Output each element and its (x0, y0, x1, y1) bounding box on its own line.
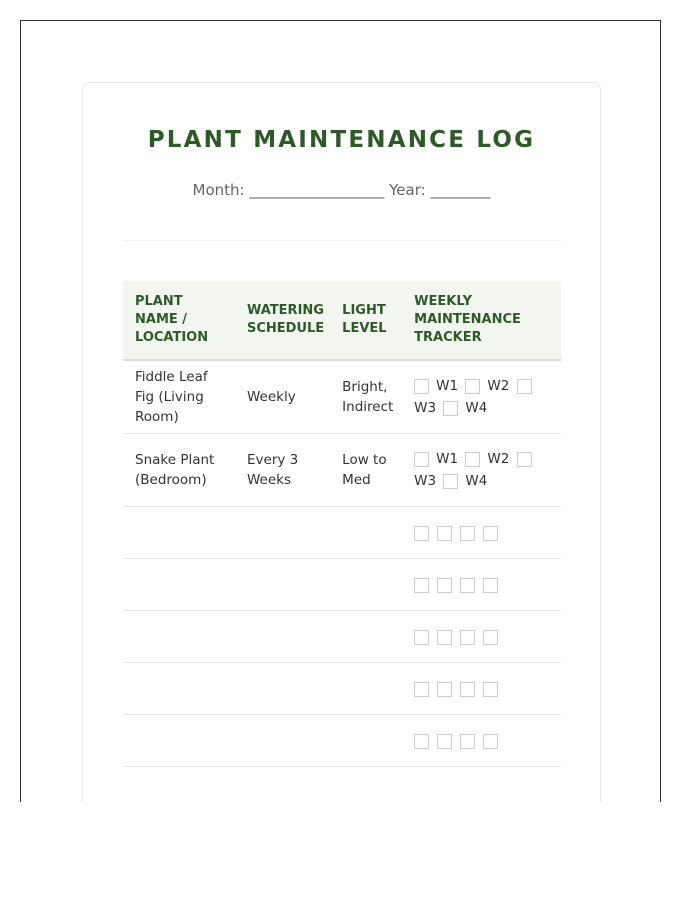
empty-row (123, 715, 561, 767)
watering-schedule: Weekly (235, 360, 330, 434)
week-label: W1 (436, 378, 459, 394)
empty-row (123, 611, 561, 663)
week-checkbox[interactable] (414, 734, 429, 749)
table-row (123, 360, 561, 434)
watering-blank[interactable] (235, 715, 330, 767)
empty-row (123, 663, 561, 715)
log-card (82, 82, 601, 802)
week-checkbox[interactable] (414, 379, 429, 394)
light-blank[interactable] (330, 611, 402, 663)
week-label: W2 (487, 451, 510, 467)
weekly-tracker (402, 360, 561, 434)
empty-row (123, 559, 561, 611)
col-plant-name: PLANT NAME / LOCATION (123, 281, 235, 360)
week-checkbox[interactable] (517, 452, 532, 467)
page-title: PLANT MAINTENANCE LOG (147, 127, 536, 153)
week-label: W4 (465, 400, 488, 416)
week-checkbox[interactable] (437, 630, 452, 645)
week-label: W1 (436, 451, 459, 467)
week-checkbox[interactable] (483, 578, 498, 593)
year-label: Year: (389, 181, 426, 199)
watering-blank[interactable] (235, 507, 330, 559)
plant-name-blank[interactable] (123, 663, 235, 715)
plant-name-blank[interactable] (123, 715, 235, 767)
week-checkbox[interactable] (443, 401, 458, 416)
weekly-tracker (402, 715, 561, 767)
week-checkbox[interactable] (437, 526, 452, 541)
week-checkbox[interactable] (465, 379, 480, 394)
month-label: Month: (192, 181, 245, 199)
watering-blank[interactable] (235, 663, 330, 715)
week-checkbox[interactable] (465, 452, 480, 467)
week-checkbox[interactable] (437, 682, 452, 697)
week-label: W2 (487, 378, 510, 394)
empty-row (123, 507, 561, 559)
week-checkbox[interactable] (483, 734, 498, 749)
watering-blank[interactable] (235, 559, 330, 611)
week-checkbox[interactable] (460, 734, 475, 749)
table-header-row (123, 281, 561, 360)
week-checkbox[interactable] (437, 578, 452, 593)
month-field[interactable]: __________________ (249, 181, 385, 199)
light-blank[interactable] (330, 715, 402, 767)
week-checkbox[interactable] (443, 474, 458, 489)
plant-name: Fiddle Leaf Fig (Living Room) (123, 360, 235, 434)
weekly-tracker (402, 434, 561, 507)
month-year-line (83, 181, 600, 199)
weekly-tracker (402, 559, 561, 611)
week-checkbox[interactable] (517, 379, 532, 394)
divider (123, 240, 561, 241)
week-checkbox[interactable] (483, 682, 498, 697)
plant-name-blank[interactable] (123, 559, 235, 611)
light-blank[interactable] (330, 559, 402, 611)
plant-name-blank[interactable] (123, 507, 235, 559)
week-checkbox[interactable] (414, 526, 429, 541)
week-checkbox[interactable] (414, 578, 429, 593)
light-blank[interactable] (330, 663, 402, 715)
week-checkbox[interactable] (460, 578, 475, 593)
table-row (123, 434, 561, 507)
week-checkbox[interactable] (460, 630, 475, 645)
week-label: W3 (414, 473, 437, 489)
watering-blank[interactable] (235, 611, 330, 663)
light-level: Low to Med (330, 434, 402, 507)
weekly-tracker (402, 663, 561, 715)
col-tracker: WEEKLY MAINTENANCE TRACKER (402, 281, 561, 360)
weekly-tracker (402, 507, 561, 559)
week-checkbox[interactable] (437, 734, 452, 749)
week-checkbox[interactable] (483, 526, 498, 541)
week-checkbox[interactable] (414, 682, 429, 697)
light-level: Bright, Indirect (330, 360, 402, 434)
plant-name-blank[interactable] (123, 611, 235, 663)
watering-schedule: Every 3 Weeks (235, 434, 330, 507)
col-light: LIGHT LEVEL (330, 281, 402, 360)
col-watering: WATERING SCHEDULE (235, 281, 330, 360)
week-checkbox[interactable] (483, 630, 498, 645)
year-field[interactable]: ________ (430, 181, 491, 199)
week-checkbox[interactable] (414, 630, 429, 645)
week-checkbox[interactable] (460, 526, 475, 541)
week-checkbox[interactable] (414, 452, 429, 467)
week-label: W4 (465, 473, 488, 489)
light-blank[interactable] (330, 507, 402, 559)
plant-name: Snake Plant (Bedroom) (123, 434, 235, 507)
week-checkbox[interactable] (460, 682, 475, 697)
maintenance-table (123, 281, 561, 767)
week-label: W3 (414, 400, 437, 416)
page-viewport (20, 20, 661, 802)
weekly-tracker (402, 611, 561, 663)
